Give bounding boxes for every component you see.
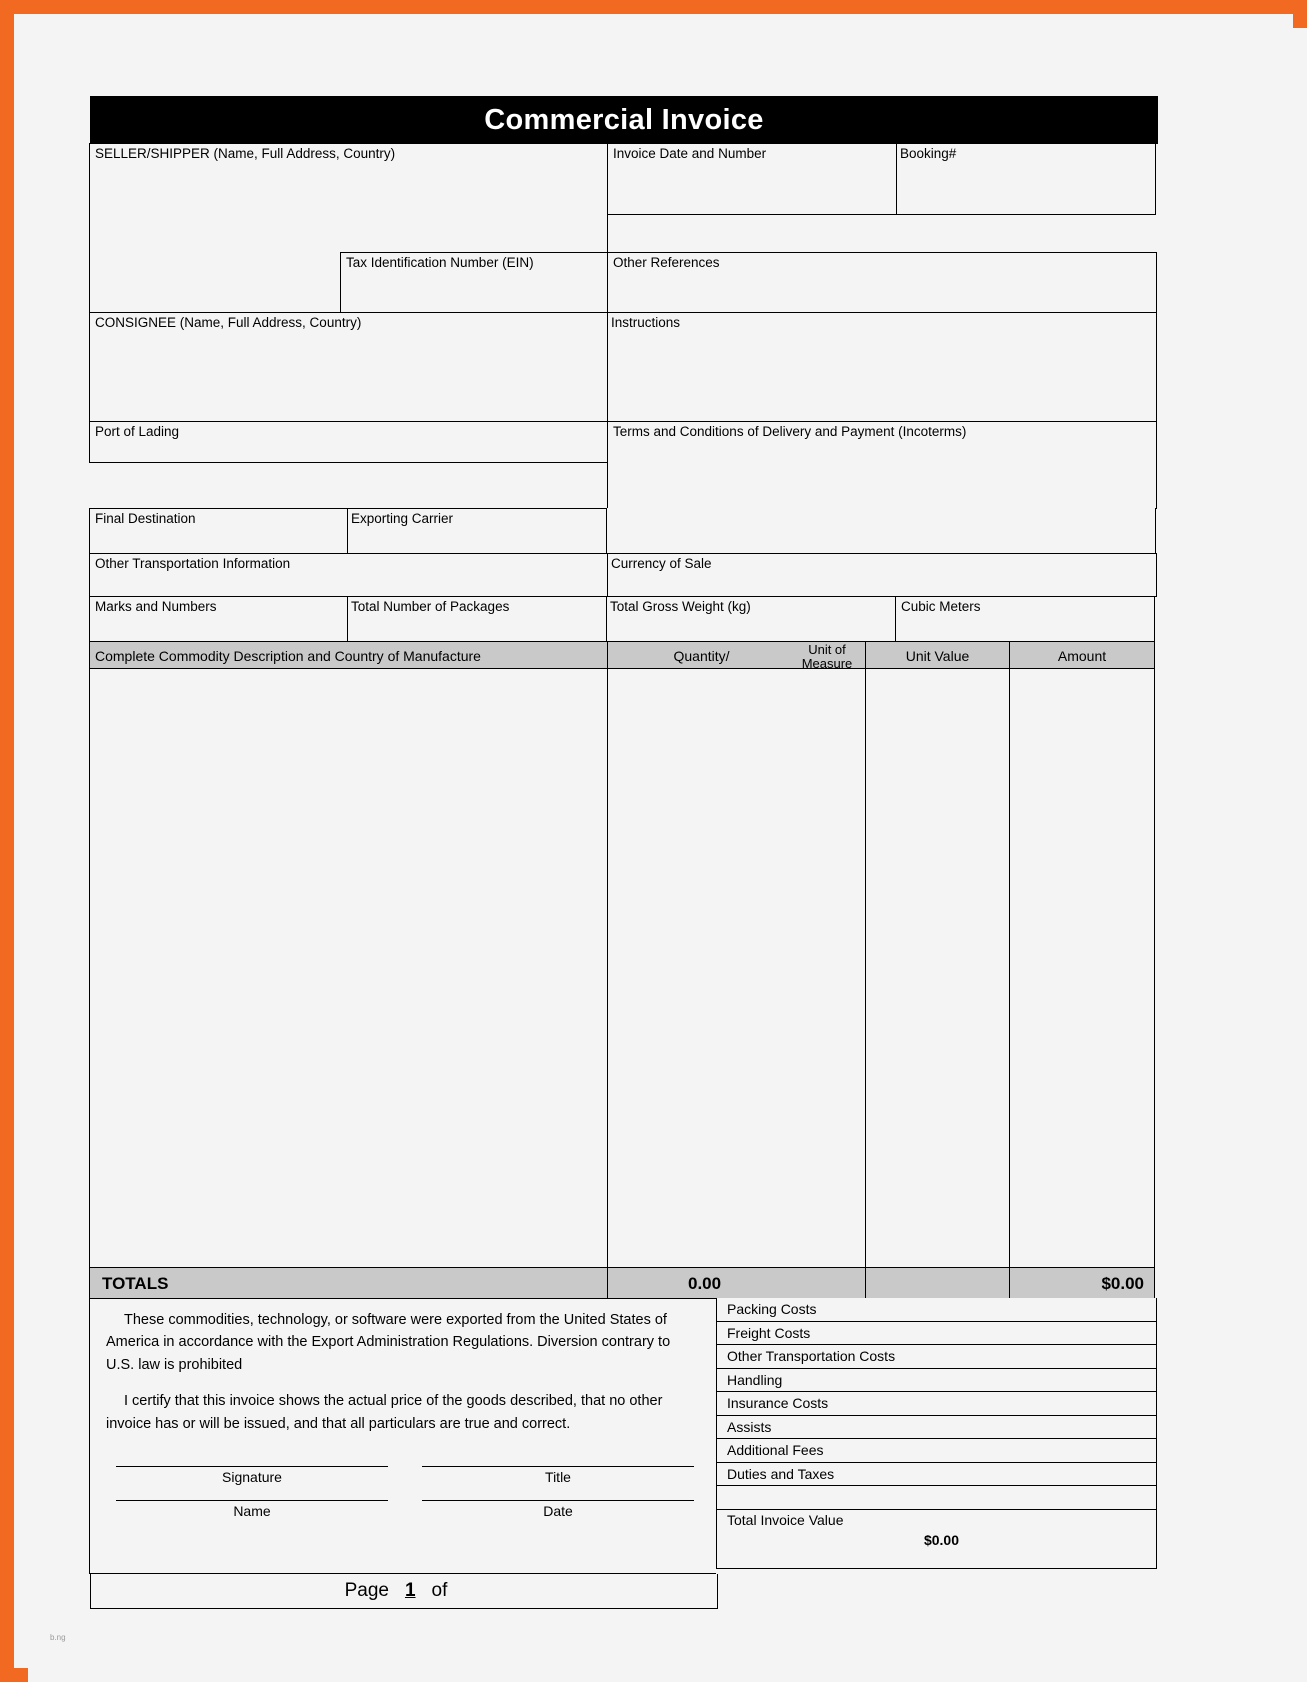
page-title: Commercial Invoice: [484, 103, 764, 136]
charge-label: Assists: [727, 1418, 772, 1435]
totals-amount-cell: [1009, 1267, 1155, 1299]
page-indicator: [90, 1573, 718, 1609]
ein-other-references-row: [90, 253, 1158, 290]
name-field[interactable]: [116, 1499, 388, 1533]
charge-row[interactable]: [716, 1391, 1157, 1416]
commercial-invoice-form: [90, 96, 1158, 1609]
field-tax-identification-number-label: Tax Identification Number (EIN): [346, 255, 534, 270]
item-cell-amount[interactable]: [1009, 668, 1155, 1268]
of-word: of: [431, 1580, 448, 1601]
field-terms-and-conditions-label: Terms and Conditions of Delivery and Payment (Incoterms): [613, 424, 967, 439]
field-other-references[interactable]: [607, 252, 1157, 290]
column-header-amount: [1009, 641, 1155, 669]
field-cubic-meters[interactable]: [895, 596, 1155, 642]
column-header-description-label: Complete Commodity Description and Country of Manufacture: [95, 648, 481, 664]
unit-of-measure-line1: Unit of: [808, 642, 846, 657]
seller-invoice-booking-row: [90, 144, 1158, 253]
date-label: Date: [543, 1503, 573, 1520]
field-booking-number-label: Booking#: [900, 146, 957, 161]
charge-row[interactable]: [716, 1368, 1157, 1393]
title-field[interactable]: [422, 1465, 694, 1499]
terms-continuation-area[interactable]: [606, 508, 1156, 554]
field-exporting-carrier[interactable]: [347, 508, 607, 554]
watermark-text: b.ng: [50, 1633, 66, 1642]
field-invoice-date-and-number[interactable]: [607, 143, 897, 215]
consignee-instructions-row: [90, 313, 1158, 422]
field-other-references-label: Other References: [613, 255, 720, 270]
date-field[interactable]: [422, 1499, 694, 1533]
destination-carrier-row: [90, 509, 1158, 554]
certification-paragraph-2: I certify that this invoice shows the actual price of the goods described, that no other invoice has or will be issued, and that all particulars are true and correct.: [106, 1393, 663, 1432]
seller-shipper-continuation: [89, 252, 608, 290]
charge-label: Handling: [727, 1371, 783, 1388]
item-table-header-row: [90, 642, 1158, 669]
field-exporting-carrier-label: Exporting Carrier: [351, 511, 454, 526]
totals-label: TOTALS: [102, 1274, 169, 1293]
name-date-lines: [90, 1499, 716, 1533]
column-header-amount-label: Amount: [1057, 648, 1107, 664]
field-total-number-of-packages[interactable]: [347, 596, 607, 642]
column-header-quantity-label: Quantity/: [673, 648, 730, 664]
field-consignee-label: CONSIGNEE (Name, Full Address, Country): [95, 315, 362, 330]
charge-row[interactable]: [716, 1462, 1157, 1487]
certification-block: [89, 1298, 717, 1574]
charge-row[interactable]: [716, 1438, 1157, 1463]
document-sheet: [28, 28, 1307, 1682]
page-footer-row: [90, 1574, 1158, 1609]
references-spacer-row: [90, 290, 1158, 313]
item-cell-unit-value[interactable]: [865, 668, 1010, 1268]
port-terms-row: [90, 422, 1158, 509]
field-port-of-lading[interactable]: [89, 421, 608, 463]
total-invoice-value-amount: $0.00: [923, 1531, 960, 1548]
item-cell-description[interactable]: [89, 668, 608, 1268]
page-number[interactable]: 1: [404, 1580, 416, 1601]
charge-row[interactable]: [716, 1298, 1157, 1322]
title-label: Title: [545, 1469, 571, 1486]
item-cell-quantity[interactable]: [607, 668, 866, 1268]
unit-of-measure-line2: Measure: [801, 655, 853, 669]
column-header-description: [89, 641, 608, 669]
field-marks-and-numbers-label: Marks and Numbers: [95, 599, 217, 614]
totals-row: [90, 1268, 1158, 1299]
total-invoice-value-row: [716, 1509, 1157, 1569]
signature-rule: [116, 1465, 388, 1467]
charge-row[interactable]: [716, 1344, 1157, 1369]
other-references-value-area[interactable]: [607, 289, 1157, 313]
field-terms-and-conditions[interactable]: [607, 421, 1157, 509]
column-header-unit-value-label: Unit Value: [905, 648, 970, 664]
totals-quantity-value: 0.00: [688, 1274, 722, 1293]
charge-row[interactable]: [716, 1321, 1157, 1346]
field-port-of-lading-label: Port of Lading: [95, 424, 180, 439]
charge-label: Other Transportation Costs: [727, 1348, 896, 1365]
charge-label: Insurance Costs: [727, 1395, 829, 1412]
signature-label: Signature: [222, 1469, 282, 1486]
document-title-bar: [90, 96, 1158, 144]
item-table-body: [90, 669, 1158, 1268]
field-cubic-meters-label: Cubic Meters: [901, 599, 981, 614]
total-invoice-value-label: Total Invoice Value: [727, 1511, 844, 1528]
charge-label: Packing Costs: [727, 1301, 817, 1318]
page-word: Page: [344, 1580, 389, 1601]
column-header-quantity-unit-of-measure: [607, 641, 866, 669]
marks-packages-weight-row: [90, 597, 1158, 642]
ein-value-area[interactable]: [89, 289, 608, 313]
signature-title-lines: [90, 1449, 716, 1499]
date-rule: [422, 1499, 694, 1501]
totals-amount-value: $0.00: [1101, 1274, 1144, 1293]
certification-paragraph-1: These commodities, technology, or software were exported from the United States of America in accordance with the Export Administration Regulations. Diversion contrary to U.S. law is prohibited: [106, 1312, 671, 1373]
signature-field[interactable]: [116, 1465, 388, 1499]
charge-row[interactable]: [716, 1415, 1157, 1440]
title-rule: [422, 1465, 694, 1467]
field-other-transportation-information-label: Other Transportation Information: [95, 556, 291, 571]
field-seller-shipper-label: SELLER/SHIPPER (Name, Full Address, Country): [95, 146, 396, 161]
field-currency-of-sale-label: Currency of Sale: [611, 556, 712, 571]
field-final-destination[interactable]: [89, 508, 348, 554]
totals-quantity-cell: [607, 1267, 866, 1299]
certification-text: [90, 1299, 716, 1435]
field-booking-number[interactable]: [896, 143, 1156, 215]
totals-unit-value-cell: [865, 1267, 1010, 1299]
charge-label: Duties and Taxes: [727, 1465, 835, 1482]
field-currency-of-sale[interactable]: [607, 553, 1157, 597]
field-instructions-label: Instructions: [611, 315, 681, 330]
charge-label: Freight Costs: [727, 1324, 811, 1341]
field-invoice-date-and-number-label: Invoice Date and Number: [613, 146, 767, 161]
field-instructions[interactable]: [607, 312, 1157, 422]
transport-currency-row: [90, 554, 1158, 597]
field-consignee[interactable]: [89, 312, 608, 422]
field-seller-shipper[interactable]: [89, 143, 608, 253]
name-label: Name: [233, 1503, 271, 1520]
column-header-unit-of-measure: [795, 643, 859, 669]
column-header-unit-value: [865, 641, 1010, 669]
field-final-destination-label: Final Destination: [95, 511, 196, 526]
footer-section: [90, 1299, 1158, 1574]
field-marks-and-numbers[interactable]: [89, 596, 348, 642]
field-total-number-of-packages-label: Total Number of Packages: [351, 599, 510, 614]
field-total-gross-weight[interactable]: [606, 596, 896, 642]
field-other-transportation-information[interactable]: [89, 553, 608, 597]
charges-block: [716, 1298, 1157, 1574]
name-rule: [116, 1499, 388, 1501]
charge-row-blank[interactable]: [716, 1485, 1157, 1510]
charge-label: Additional Fees: [727, 1442, 824, 1459]
field-total-gross-weight-label: Total Gross Weight (kg): [610, 599, 751, 614]
totals-label-cell: [89, 1267, 608, 1299]
